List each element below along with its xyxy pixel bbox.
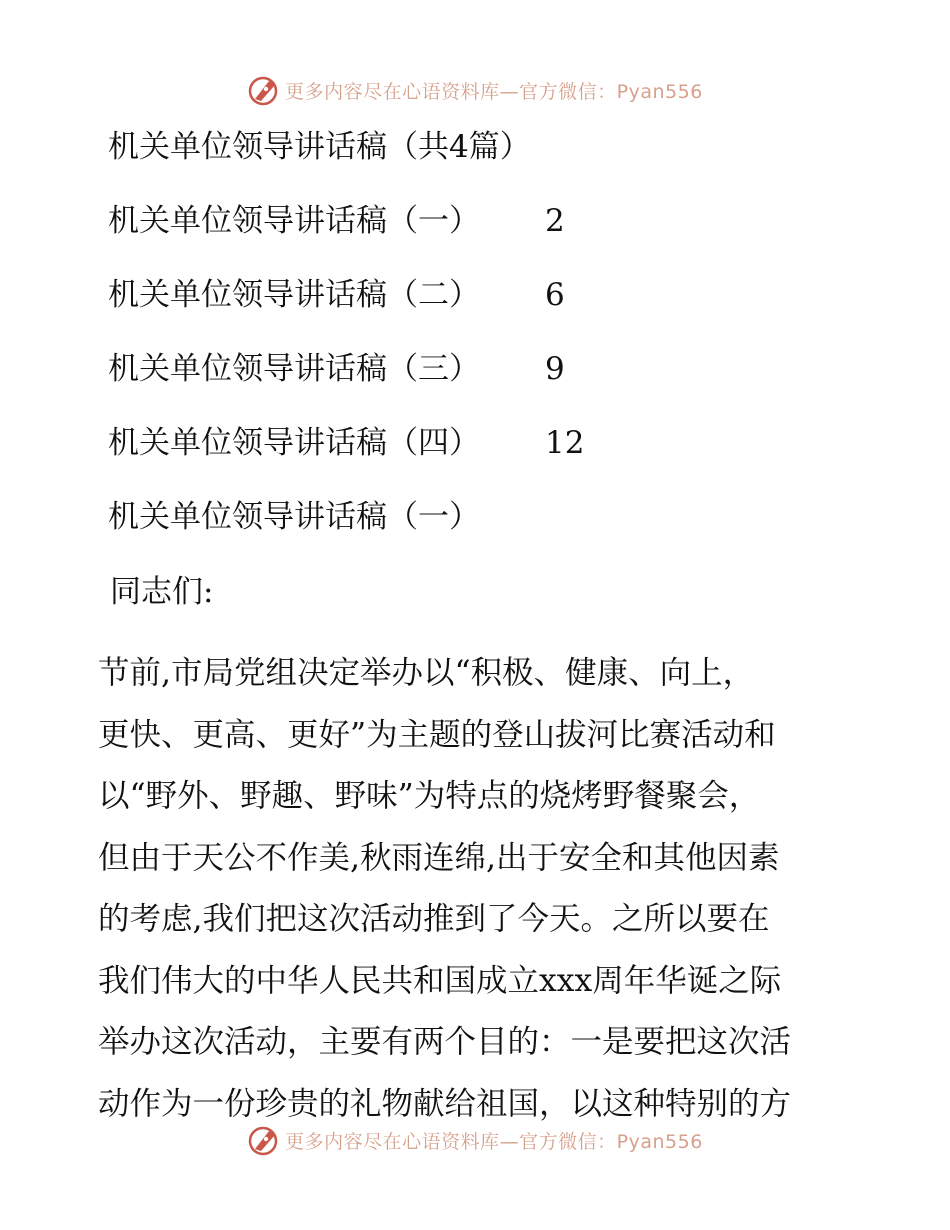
toc-entry-label: 机关单位领导讲话稿（三） [108, 351, 480, 387]
toc-entry-page: 12 [545, 425, 585, 461]
toc-entry-page: 9 [545, 351, 565, 387]
toc-entry[interactable] [108, 349, 565, 389]
body-line: 节前,市局党组决定举办以“积极、健康、向上， [98, 655, 755, 691]
watermark-banner-top [0, 70, 950, 110]
watermark-banner-bottom [0, 1120, 950, 1160]
toc-entry-page: 2 [545, 203, 565, 239]
toc-entry-page: 6 [545, 277, 565, 313]
watermark-text: 更多内容尽在心语资料库—官方微信：Pyan556 [285, 80, 703, 103]
body-line: 但由于天公不作美,秋雨连绵,出于安全和其他因素 [98, 839, 780, 876]
body-line: 举办这次活动，主要有两个目的：一是要把这次活 [98, 1024, 792, 1060]
salutation: 同志们: [110, 574, 214, 610]
body-paragraph [98, 643, 858, 1135]
toc-title: 机关单位领导讲话稿（共4篇） [108, 129, 531, 165]
toc-entry[interactable] [108, 423, 585, 463]
toc-entry-label: 机关单位领导讲话稿（一） [108, 203, 480, 239]
pen-nib-logo-icon [247, 73, 281, 107]
body-line: 的考虑,我们把这次活动推到了今天。之所以要在 [98, 901, 770, 937]
toc-entry-label: 机关单位领导讲话稿（二） [108, 277, 480, 313]
toc-entry[interactable] [108, 275, 565, 315]
body-line: 动作为一份珍贵的礼物献给祖国，以这种特别的方 [98, 1085, 792, 1122]
body-line: 更快、更高、更好”为主题的登山拔河比赛活动和 [98, 716, 776, 753]
watermark-text: 更多内容尽在心语资料库—官方微信：Pyan556 [285, 1130, 703, 1153]
body-line: 以“野外、野趣、野味”为特点的烧烤野餐聚会， [98, 778, 761, 814]
article-heading: 机关单位领导讲话稿（一） [108, 499, 480, 535]
toc-entry-label: 机关单位领导讲话稿（四） [108, 425, 480, 461]
toc-entry[interactable] [108, 201, 565, 241]
body-line: 我们伟大的中华人民共和国成立xxx周年华诞之际 [98, 962, 782, 999]
pen-nib-logo-icon [247, 1123, 281, 1157]
